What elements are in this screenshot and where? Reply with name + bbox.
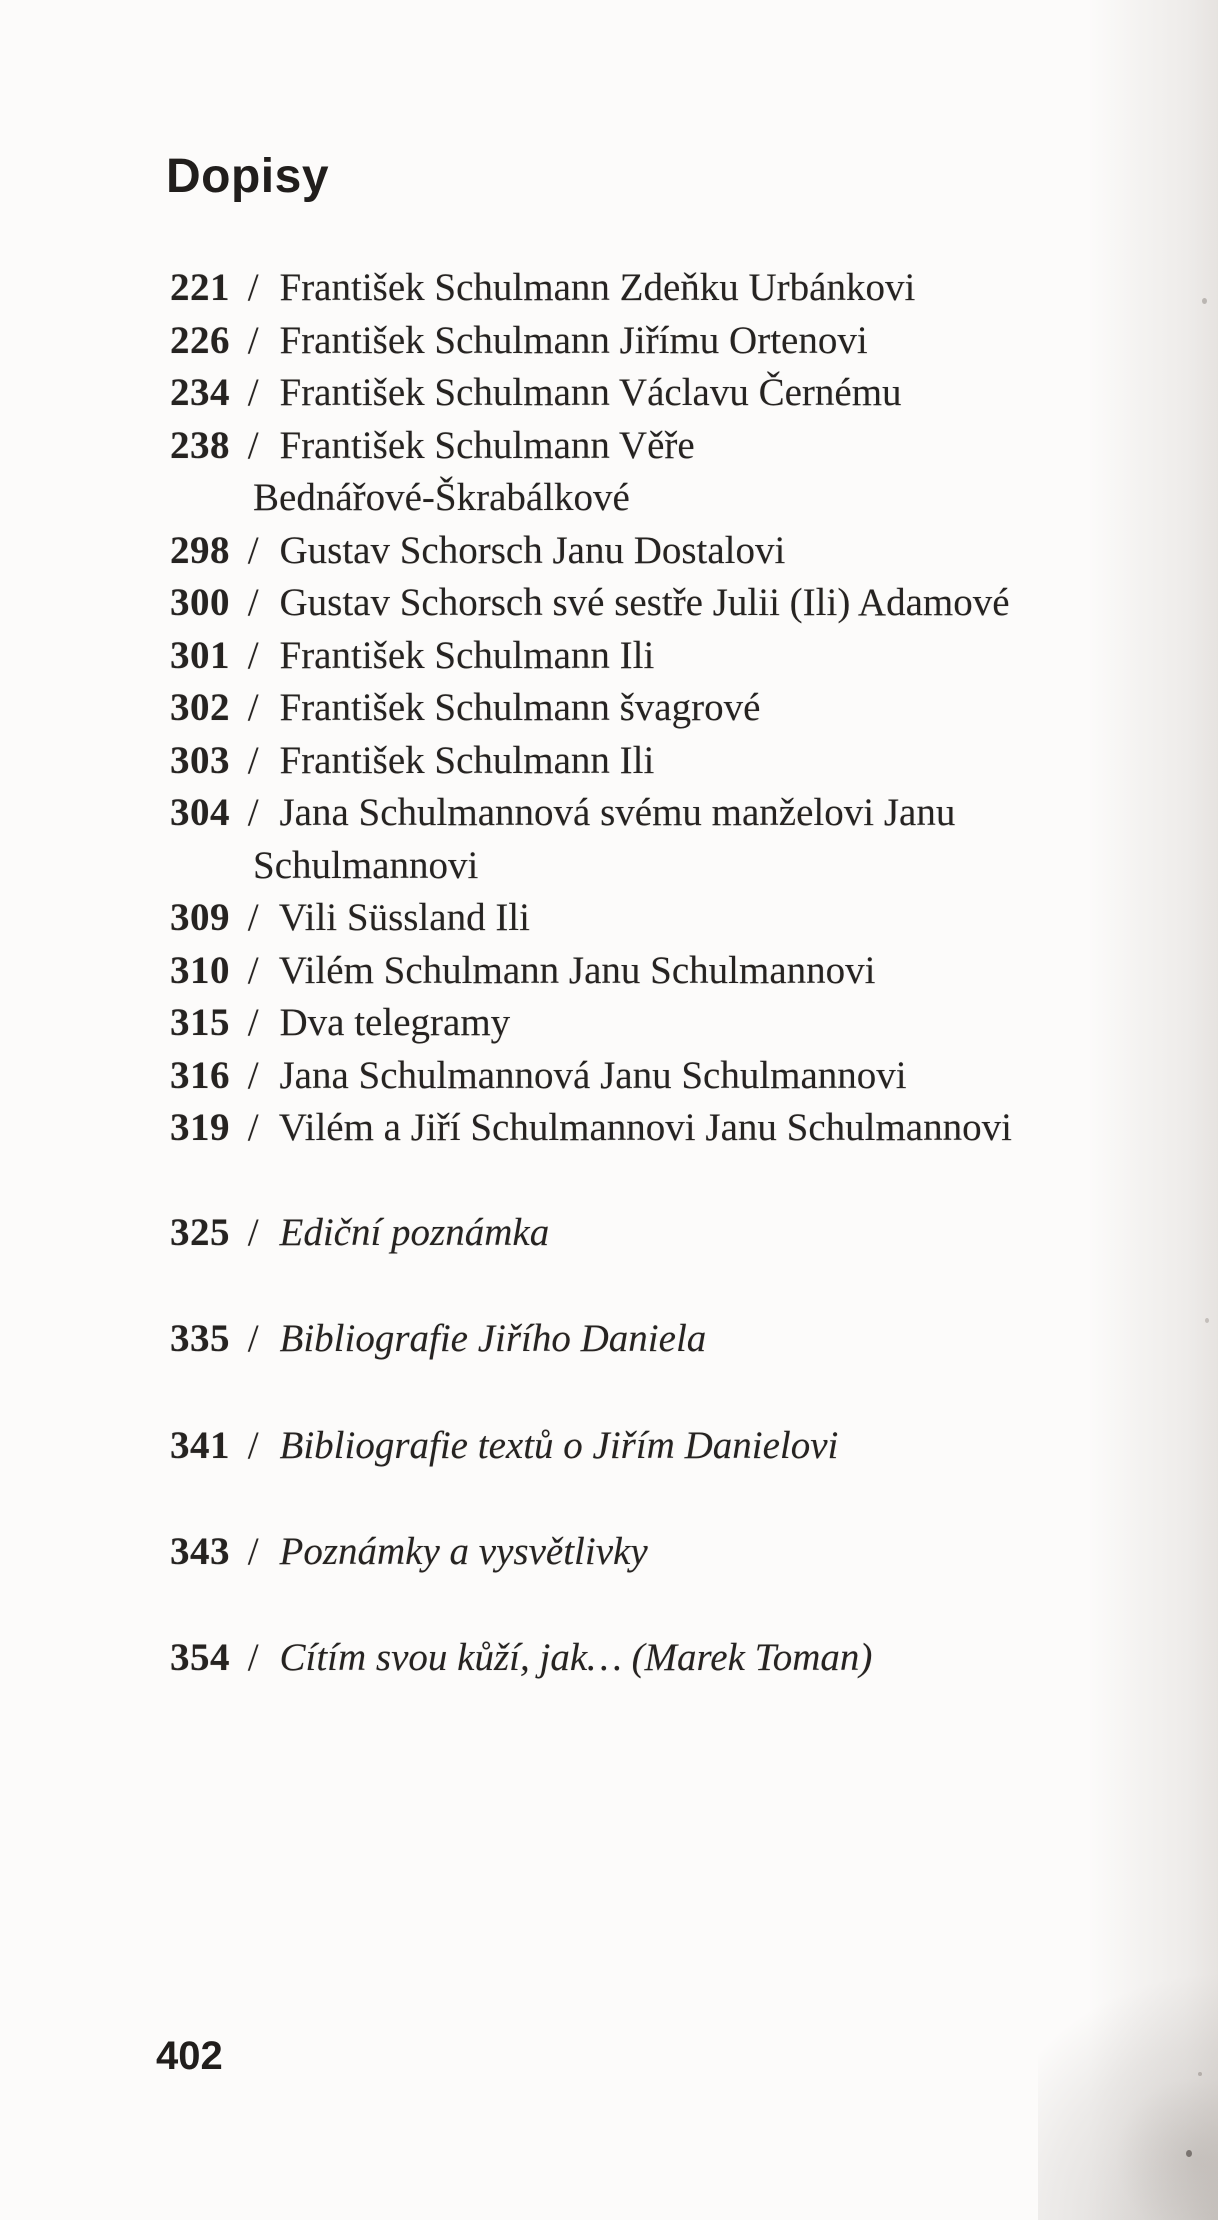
entry-page-number: 301 [170, 633, 230, 677]
entry-page-number: 298 [170, 528, 230, 572]
backmatter-line [170, 1420, 872, 1473]
toc-line [170, 1102, 1012, 1155]
page-edge-shading [1088, 0, 1218, 2220]
entry-separator: / [247, 896, 259, 939]
entry-separator: / [247, 528, 259, 572]
entry-page-number: 302 [170, 686, 230, 729]
entry-page-number: 316 [170, 1053, 230, 1097]
entry-separator: / [247, 581, 259, 624]
toc-line [170, 735, 1012, 788]
entry-title: František Schulmann švagrové [279, 686, 761, 729]
toc-line [170, 997, 1012, 1050]
toc-line [170, 262, 1012, 315]
toc-line [170, 420, 1012, 473]
page-number: 402 [156, 2034, 223, 2078]
entry-page-number: 319 [170, 1106, 230, 1149]
section-title: Dopisy [166, 150, 330, 203]
entry-page-number: 354 [170, 1636, 230, 1680]
backmatter-line [170, 1632, 872, 1685]
backmatter-line [170, 1207, 872, 1260]
entry-page-number: 300 [170, 581, 230, 624]
entry-separator: / [247, 1001, 259, 1044]
entry-separator: / [247, 791, 259, 834]
toc-line [170, 787, 1012, 840]
entry-title: František Schulmann Jiřímu Ortenovi [279, 318, 868, 362]
entry-separator: / [247, 948, 259, 992]
scan-speck [1205, 1318, 1209, 1323]
entry-title: Jana Schulmannová Janu Schulmannovi [279, 1053, 907, 1097]
entry-title: Cítím svou kůží, jak… (Marek Toman) [279, 1636, 873, 1680]
entry-separator: / [247, 1211, 259, 1254]
toc-line [170, 1050, 1012, 1103]
entry-page-number: 221 [170, 266, 230, 309]
entry-title: František Schulmann Zdeňku Urbánkovi [279, 266, 916, 309]
entry-page-number: 234 [170, 371, 230, 414]
toc-line [170, 840, 1012, 893]
entry-title: Vilém a Jiří Schulmannovi Janu Schulmannovi [278, 1106, 1012, 1149]
entry-separator: / [247, 1106, 259, 1149]
toc-line [170, 315, 1012, 368]
entry-separator: / [247, 633, 259, 677]
entry-separator: / [247, 371, 259, 414]
entry-separator: / [247, 1636, 259, 1680]
entry-title: Poznámky a vysvětlivky [279, 1529, 648, 1573]
entry-separator: / [247, 266, 259, 309]
entry-title: František Schulmann Věře [279, 423, 695, 467]
toc-line [170, 630, 1012, 683]
toc-line [170, 367, 1012, 420]
entry-title: Bibliografie textů o Jiřím Danielovi [279, 1423, 839, 1467]
entry-separator: / [247, 318, 259, 362]
entry-title: Jana Schulmannová svému manželovi Janu [279, 791, 956, 834]
toc-line [170, 577, 1012, 630]
entry-title: Bednářové-Škrabálkové [253, 476, 630, 519]
entry-title: Ediční poznámka [279, 1211, 550, 1254]
scan-speck [1202, 298, 1207, 304]
entry-separator: / [247, 1423, 259, 1467]
entry-title: František Schulmann Václavu Černému [279, 371, 902, 414]
toc-line [170, 472, 1012, 525]
entry-page-number: 309 [170, 896, 230, 939]
entry-title: Dva telegramy [279, 1001, 511, 1044]
entry-page-number: 341 [170, 1423, 230, 1467]
toc-line [170, 525, 1012, 578]
entry-title: František Schulmann Ili [279, 738, 655, 782]
entry-separator: / [247, 1317, 259, 1361]
entry-page-number: 315 [170, 1001, 230, 1044]
scan-corner-noise [1038, 1940, 1218, 2220]
toc-line [170, 682, 1012, 735]
entry-separator: / [247, 1053, 259, 1097]
backmatter-line [170, 1526, 872, 1579]
entry-page-number: 310 [170, 948, 230, 992]
entry-separator: / [247, 423, 259, 467]
entry-page-number: 304 [170, 791, 230, 834]
entry-page-number: 343 [170, 1529, 230, 1573]
entry-page-number: 325 [170, 1211, 230, 1254]
entry-separator: / [247, 738, 259, 782]
entry-page-number: 335 [170, 1317, 230, 1361]
backmatter-line [170, 1313, 872, 1366]
entry-title: Schulmannovi [253, 843, 479, 887]
scan-speck [1198, 2072, 1202, 2076]
toc-line [170, 945, 1012, 998]
toc-line [170, 892, 1012, 945]
entry-page-number: 303 [170, 738, 230, 782]
entry-title: Bibliografie Jiřího Daniela [279, 1317, 707, 1361]
entry-page-number: 226 [170, 318, 230, 362]
entry-page-number: 238 [170, 423, 230, 467]
entry-title: Gustav Schorsch Janu Dostalovi [279, 528, 786, 572]
entry-title: František Schulmann Ili [279, 633, 655, 677]
entry-separator: / [247, 686, 259, 729]
entry-title: Vilém Schulmann Janu Schulmannovi [278, 948, 876, 992]
toc-list [170, 262, 1012, 1155]
backmatter-list [170, 1207, 872, 1738]
entry-title: Gustav Schorsch své sestře Julii (Ili) Adamové [279, 581, 1010, 624]
entry-separator: / [247, 1529, 259, 1573]
scan-speck [1186, 2150, 1192, 2157]
entry-title: Vili Süssland Ili [278, 896, 530, 939]
